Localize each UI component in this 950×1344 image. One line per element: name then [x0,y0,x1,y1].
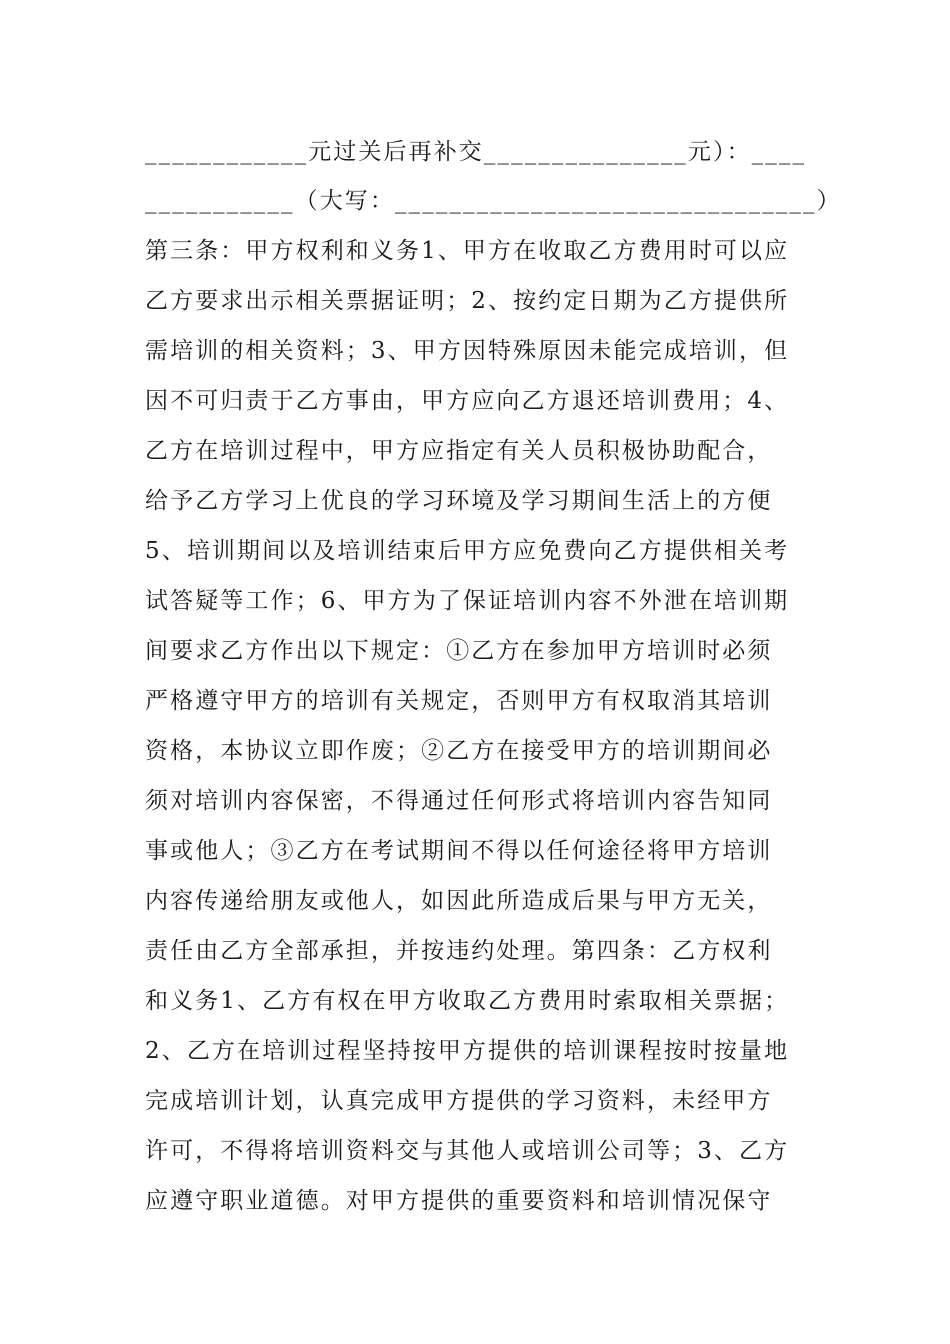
text-line-16: 内容传递给朋友或他人，如因此所造成后果与甲方无关， [145,888,773,914]
text-line-15: 事或他人；③乙方在考试期间不得以任何途径将甲方培训 [145,838,773,864]
text-line-7: 乙方在培训过程中，甲方应指定有关人员积极协助配合， [145,438,773,464]
text-line-22: 应遵守职业道德。对甲方提供的重要资料和培训情况保守 [145,1188,773,1214]
text-line-19: 2、乙方在培训过程坚持按甲方提供的培训课程按时按量地 [145,1038,790,1064]
text-line-20: 完成培训计划，认真完成甲方提供的学习资料，未经甲方 [145,1088,773,1114]
text-line-1: ____________元过关后再补交_______________元）：____ [145,139,807,165]
text-line-6: 因不可归责于乙方事由，甲方应向乙方退还培训费用；4、 [145,388,790,414]
text-line-4: 乙方要求出示相关票据证明；2、按约定日期为乙方提供所 [145,288,790,314]
text-line-3: 第三条：甲方权利和义务1、甲方在收取乙方费用时可以应 [145,238,790,264]
text-line-12: 严格遵守甲方的培训有关规定，否则甲方有权取消其培训 [145,688,773,714]
text-line-13: 资格，本协议立即作废；②乙方在接受甲方的培训期间必 [145,738,773,764]
text-line-10: 试答疑等工作；6、甲方为了保证培训内容不外泄在培训期 [145,588,790,614]
text-line-11: 间要求乙方作出以下规定：①乙方在参加甲方培训时必须 [145,638,773,664]
text-line-2: ___________（大写：_______________________________） [145,188,842,214]
text-line-8: 给予乙方学习上优良的学习环境及学习期间生活上的方便 [145,488,773,514]
text-line-5: 需培训的相关资料；3、甲方因特殊原因未能完成培训，但 [145,338,790,364]
text-line-18: 和义务1、乙方有权在甲方收取乙方费用时索取相关票据； [145,988,790,1014]
text-line-9: 5、培训期间以及培训结束后甲方应免费向乙方提供相关考 [145,538,790,564]
text-line-17: 责任由乙方全部承担，并按违约处理。第四条：乙方权利 [145,938,773,964]
text-line-14: 须对培训内容保密，不得通过任何形式将培训内容告知同 [145,788,773,814]
text-line-21: 许可，不得将培训资料交与其他人或培训公司等；3、乙方 [145,1138,790,1164]
